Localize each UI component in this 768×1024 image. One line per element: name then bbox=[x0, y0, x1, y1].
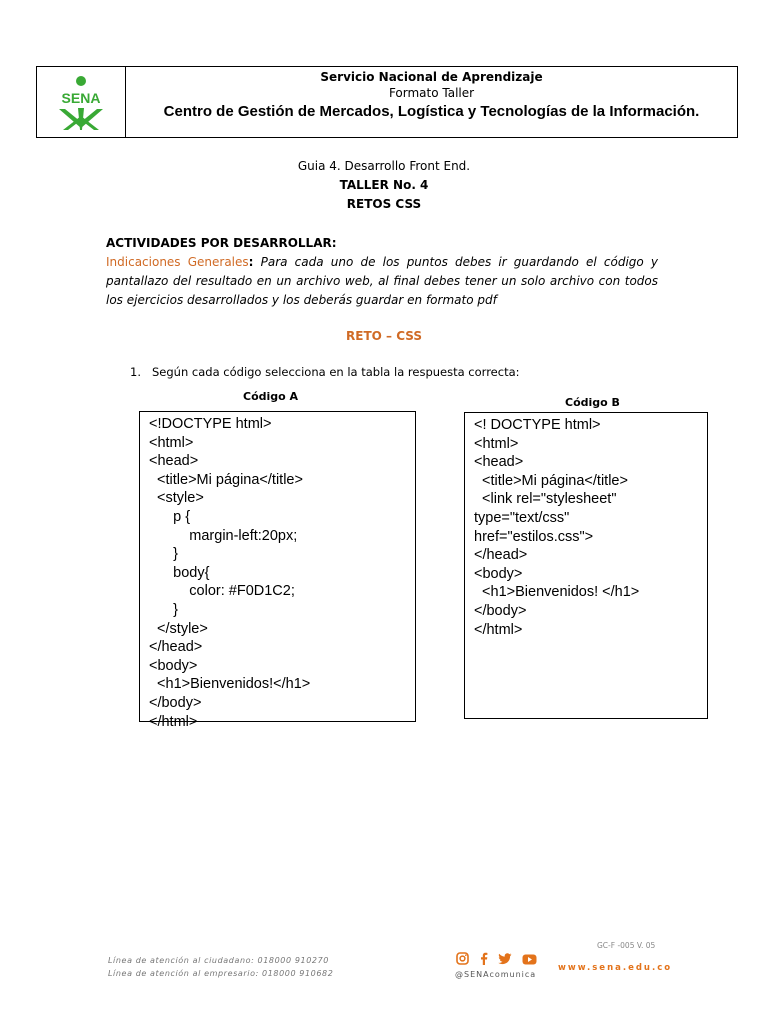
code-line: } bbox=[149, 546, 179, 563]
instructions-label: Indicaciones Generales bbox=[106, 255, 249, 269]
logo-cell bbox=[37, 67, 126, 137]
code-a-label: Código A bbox=[243, 390, 299, 403]
code-line: type="text/css" bbox=[474, 509, 570, 526]
activities-title: ACTIVIDADES POR DESARROLLAR: bbox=[106, 236, 337, 250]
code-line: <! DOCTYPE html> bbox=[474, 417, 601, 433]
code-line: </html> bbox=[474, 621, 523, 638]
code-line: } bbox=[149, 601, 179, 618]
code-line: </html> bbox=[149, 713, 198, 730]
code-line: </body> bbox=[474, 602, 527, 619]
code-line: p { bbox=[149, 508, 191, 525]
topic-title: RETOS CSS bbox=[346, 197, 422, 211]
code-line: <h1>Bienvenidos!</h1> bbox=[149, 676, 311, 693]
code-line: </style> bbox=[149, 620, 208, 637]
footer-contact bbox=[108, 954, 333, 980]
header-text bbox=[126, 67, 737, 137]
code-b-box bbox=[464, 412, 708, 719]
code-line: margin-left:20px; bbox=[149, 527, 298, 544]
code-b-label: Código B bbox=[565, 396, 620, 409]
instructions-colon: : bbox=[248, 255, 254, 269]
code-line: <html> bbox=[149, 434, 194, 451]
citizen-line: Línea de atención al ciudadano: 018000 910270 bbox=[108, 956, 329, 965]
code-line: href="estilos.css"> bbox=[474, 528, 594, 545]
code-line: <body> bbox=[474, 565, 523, 582]
youtube-icon[interactable] bbox=[522, 952, 537, 970]
code-line: </body> bbox=[149, 694, 202, 711]
item-number: 1. bbox=[130, 365, 141, 379]
code-line: </head> bbox=[149, 639, 203, 656]
item-text: Según cada código selecciona en la tabla la respuesta correcta: bbox=[152, 365, 520, 379]
code-a-box bbox=[139, 411, 416, 730]
sena-logo-text: SENA bbox=[61, 90, 101, 106]
code-line: <style> bbox=[149, 490, 204, 507]
code-line: <h1>Bienvenidos! </h1> bbox=[474, 584, 640, 601]
social-handle: @SENAcomunica bbox=[455, 970, 537, 979]
document-titles bbox=[0, 157, 768, 214]
format-label: Formato Taller bbox=[388, 86, 475, 100]
code-line: body{ bbox=[149, 564, 210, 581]
code-line: <!DOCTYPE html> bbox=[149, 416, 272, 432]
twitter-icon[interactable] bbox=[498, 952, 512, 970]
organization-name: Servicio Nacional de Aprendizaje bbox=[320, 70, 543, 84]
code-line: <title>Mi página</title> bbox=[474, 472, 628, 489]
instructions-text: Para cada uno de los puntos debes ir guardando el código y pantallazo del resultado en un archivo web, al final debes tener un solo archivo con todos los ejercicios desarrollados y los deberás guardar en formato pdf bbox=[106, 255, 658, 307]
facebook-icon[interactable] bbox=[479, 952, 488, 970]
code-line: <html> bbox=[474, 435, 519, 452]
business-line: Línea de atención al empresario: 018000 910682 bbox=[108, 969, 334, 978]
form-code: GC-F -005 V. 05 bbox=[597, 941, 656, 950]
reto-title: RETO – CSS bbox=[346, 329, 422, 343]
center-name: Centro de Gestión de Mercados, Logística y Tecnologías de la Información. bbox=[163, 103, 700, 120]
code-line: <title>Mi página</title> bbox=[149, 471, 303, 488]
website-link[interactable]: www.sena.edu.co bbox=[558, 963, 673, 973]
general-instructions bbox=[106, 253, 658, 310]
code-line: <link rel="stylesheet" bbox=[474, 491, 617, 508]
code-line: <body> bbox=[149, 657, 198, 674]
code-line: </head> bbox=[474, 547, 528, 564]
list-item bbox=[130, 365, 520, 379]
instagram-icon[interactable] bbox=[456, 952, 469, 970]
code-line: <head> bbox=[149, 453, 199, 470]
workshop-title: TALLER No. 4 bbox=[339, 178, 429, 192]
document-header bbox=[36, 66, 738, 138]
code-line: <head> bbox=[474, 454, 524, 471]
activities-section bbox=[106, 234, 658, 310]
sena-logo bbox=[51, 72, 111, 132]
guide-title: Guia 4. Desarrollo Front End. bbox=[297, 159, 471, 173]
code-line: color: #F0D1C2; bbox=[149, 583, 295, 600]
social-icons bbox=[456, 952, 537, 970]
